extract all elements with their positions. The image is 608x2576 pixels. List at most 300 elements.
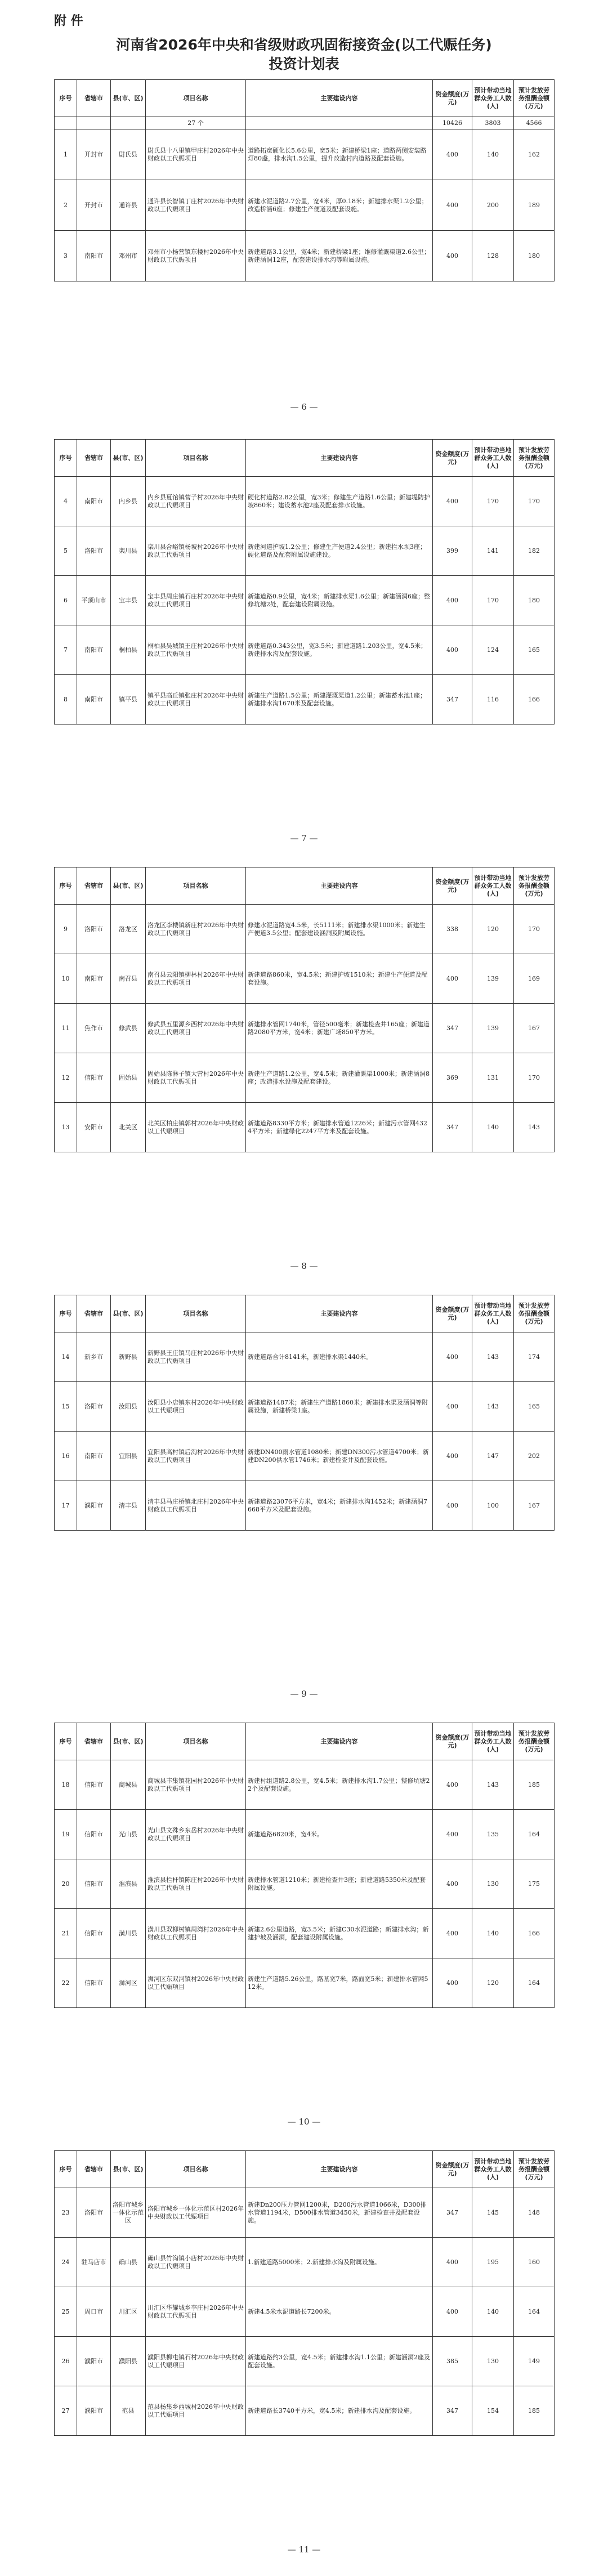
header-name: 项目名称 [146, 1295, 246, 1332]
row-pay: 164 [514, 1958, 555, 2008]
row-jobs: 140 [472, 2287, 514, 2337]
row-city: 开封市 [77, 180, 111, 231]
table-row [55, 954, 555, 1004]
row-seq: 21 [55, 1909, 77, 1958]
row-pay: 189 [514, 180, 555, 231]
row-jobs: 154 [472, 2386, 514, 2436]
row-pay: 167 [514, 1481, 555, 1531]
total-cell-empty [77, 117, 111, 129]
row-project-name: 濮阳县柳屯镇石村2026年中央财政以工代赈项目 [146, 2337, 246, 2386]
row-content: 修建水泥道路宽4.5米，长5111米；新建排水渠1000米；新建生产便道3.5公里；配套建设涵洞及附属设施。 [246, 905, 433, 954]
row-funds: 400 [433, 1958, 472, 2008]
row-jobs: 195 [472, 2238, 514, 2287]
row-project-name: 商城县丰集镇花园村2026年中央财政以工代赈项目 [146, 1760, 246, 1810]
row-content: 新建道路8330平方米；新建排水管道1226米；新建污水管网4324平方米；新建绿化2247平方米及配套设施。 [246, 1103, 433, 1152]
page-number: — 10 — [287, 2117, 321, 2127]
header-city: 省辖市 [77, 1295, 111, 1332]
total-label: 27 个 [146, 117, 246, 129]
row-seq: 18 [55, 1760, 77, 1810]
row-jobs: 131 [472, 1053, 514, 1103]
header-seq: 序号 [55, 867, 77, 905]
row-project-name: 北关区柏庄镇郭村2026年中央财政以工代赈项目 [146, 1103, 246, 1152]
row-city: 洛阳市 [77, 2188, 111, 2238]
row-funds: 347 [433, 675, 472, 724]
row-pay: 166 [514, 1909, 555, 1958]
page-number: — 11 — [287, 2544, 321, 2555]
row-county: 濮阳县 [111, 2337, 146, 2386]
row-city: 信阳市 [77, 1760, 111, 1810]
table-row [55, 129, 555, 180]
row-pay: 148 [514, 2188, 555, 2238]
row-project-name: 光山县文殊乡东岳村2026年中央财政以工代赈项目 [146, 1810, 246, 1859]
row-seq: 5 [55, 526, 77, 576]
row-city: 信阳市 [77, 1909, 111, 1958]
row-content: 新建道路0.343公里，宽3.5米；新建道路1.203公里，宽4.5米；新建排水沟及配套设施。 [246, 625, 433, 675]
header-jobs: 预计带动当地群众务工人数(人) [472, 2151, 514, 2188]
row-pay: 143 [514, 1103, 555, 1152]
row-pay: 174 [514, 1332, 555, 1382]
row-jobs: 140 [472, 129, 514, 180]
row-pay: 165 [514, 1382, 555, 1432]
row-jobs: 139 [472, 1004, 514, 1053]
row-jobs: 170 [472, 576, 514, 625]
row-funds: 400 [433, 576, 472, 625]
row-city: 南阳市 [77, 477, 111, 526]
row-project-name: 南召县云阳镇柳林村2026年中央财政以工代赈项目 [146, 954, 246, 1004]
table-row [55, 1859, 555, 1909]
row-project-name: 固始县陈淋子镇大营村2026年中央财政以工代赈项目 [146, 1053, 246, 1103]
row-pay: 165 [514, 625, 555, 675]
row-county: 确山县 [111, 2238, 146, 2287]
row-seq: 27 [55, 2386, 77, 2436]
row-jobs: 120 [472, 905, 514, 954]
header-city: 省辖市 [77, 2151, 111, 2188]
row-county: 商城县 [111, 1760, 146, 1810]
row-city: 洛阳市 [77, 905, 111, 954]
row-content: 新建道路合计8141米，新建排水渠1440米。 [246, 1332, 433, 1382]
row-project-name: 汝阳县小店镇东村2026年中央财政以工代赈项目 [146, 1382, 246, 1432]
row-jobs: 140 [472, 1103, 514, 1152]
table-header-row [55, 440, 555, 477]
row-jobs: 147 [472, 1432, 514, 1481]
row-pay: 167 [514, 1004, 555, 1053]
row-city: 南阳市 [77, 231, 111, 281]
row-city: 洛阳市 [77, 1382, 111, 1432]
header-pay: 预计发放劳务报酬金额(万元) [514, 1723, 555, 1760]
row-content: 新建DN400雨水管道1080米；新建DN300污水管道4700米；新建DN200供水管1746米；新建检查井及配套设施。 [246, 1432, 433, 1481]
table-row [55, 1909, 555, 1958]
row-content: 新建2.6公里道路，宽3.5米；新建C30水泥道路；新建排水沟；新建护坡及涵洞，配套建设附属设施。 [246, 1909, 433, 1958]
table-header-row [55, 80, 555, 117]
row-content: 道路拓宽硬化长5.6公里，宽5米；新建桥梁1座；道路两侧安装路灯80盏，排水沟1.5公里，提升改造村内道路及配套设施。 [246, 129, 433, 180]
row-funds: 400 [433, 1481, 472, 1531]
header-county: 县(市、区) [111, 80, 146, 117]
table-row [55, 625, 555, 675]
header-name: 项目名称 [146, 1723, 246, 1760]
header-name: 项目名称 [146, 867, 246, 905]
row-jobs: 200 [472, 180, 514, 231]
row-county: 栾川县 [111, 526, 146, 576]
header-funds: 资金额度(万元) [433, 440, 472, 477]
row-project-name: 桐柏县吴城镇王庄村2026年中央财政以工代赈项目 [146, 625, 246, 675]
row-funds: 347 [433, 1004, 472, 1053]
row-pay: 160 [514, 2238, 555, 2287]
row-jobs: 143 [472, 1382, 514, 1432]
table-row [55, 1332, 555, 1382]
row-seq: 25 [55, 2287, 77, 2337]
row-pay: 185 [514, 2386, 555, 2436]
row-county: 光山县 [111, 1810, 146, 1859]
row-content: 新建道路长3740平方米，宽4.5米；新建排水沟及配套设施。 [246, 2386, 433, 2436]
row-funds: 347 [433, 1103, 472, 1152]
row-funds: 347 [433, 2386, 472, 2436]
row-pay: 162 [514, 129, 555, 180]
investment-plan-table [54, 439, 555, 724]
header-funds: 资金额度(万元) [433, 1723, 472, 1760]
table-header-row [55, 867, 555, 905]
row-funds: 347 [433, 2188, 472, 2238]
row-funds: 400 [433, 1810, 472, 1859]
header-seq: 序号 [55, 2151, 77, 2188]
row-funds: 400 [433, 231, 472, 281]
row-project-name: 洛阳市城乡一体化示范区村2026年中央财政以工代赈项目 [146, 2188, 246, 2238]
row-city: 南阳市 [77, 1432, 111, 1481]
investment-plan-table [54, 79, 555, 281]
row-funds: 369 [433, 1053, 472, 1103]
row-project-name: 宜阳县高村镇后沟村2026年中央财政以工代赈项目 [146, 1432, 246, 1481]
attachment-label: 附 件 [54, 14, 83, 28]
row-county: 固始县 [111, 1053, 146, 1103]
table-row [55, 1382, 555, 1432]
total-cell-empty [55, 117, 77, 129]
row-jobs: 139 [472, 954, 514, 1004]
row-content: 新建生产道路1.5公里；新建灌溉渠道1.2公里；新建蓄水池1座；新建排水沟1670米及配套设施。 [246, 675, 433, 724]
total-row [55, 117, 555, 129]
row-city: 濮阳市 [77, 2386, 111, 2436]
header-city: 省辖市 [77, 1723, 111, 1760]
header-funds: 资金额度(万元) [433, 1295, 472, 1332]
row-jobs: 116 [472, 675, 514, 724]
header-jobs: 预计带动当地群众务工人数(人) [472, 867, 514, 905]
table-row [55, 905, 555, 954]
row-seq: 16 [55, 1432, 77, 1481]
row-county: 汝阳县 [111, 1382, 146, 1432]
row-project-name: 修武县五里源乡西村2026年中央财政以工代赈项目 [146, 1004, 246, 1053]
table-row [55, 1481, 555, 1531]
table-row [55, 1103, 555, 1152]
row-project-name: 洛龙区李楼镇新庄村2026年中央财政以工代赈项目 [146, 905, 246, 954]
header-content: 主要建设内容 [246, 2151, 433, 2188]
row-jobs: 170 [472, 477, 514, 526]
row-content: 新建道路0.9公里，宽4米；新建排水渠1.6公里；新建涵洞6座；整修坑塘2处，配套建设附属设施。 [246, 576, 433, 625]
row-seq: 15 [55, 1382, 77, 1432]
row-funds: 400 [433, 129, 472, 180]
table-row [55, 675, 555, 724]
row-seq: 12 [55, 1053, 77, 1103]
row-funds: 400 [433, 1760, 472, 1810]
row-funds: 400 [433, 625, 472, 675]
table-row [55, 1432, 555, 1481]
header-seq: 序号 [55, 1723, 77, 1760]
row-city: 周口市 [77, 2287, 111, 2337]
row-funds: 400 [433, 2287, 472, 2337]
row-jobs: 143 [472, 1332, 514, 1382]
row-jobs: 145 [472, 2188, 514, 2238]
row-funds: 400 [433, 477, 472, 526]
row-content: 新建生产道路5.26公里，路基宽7米，路面宽5米；新建排水管网512米。 [246, 1958, 433, 2008]
document-title-line-1: 河南省2026年中央和省级财政巩固衔接资金(以工代赈任务) [116, 37, 492, 53]
row-county: 通许县 [111, 180, 146, 231]
row-county: 南召县 [111, 954, 146, 1004]
header-content: 主要建设内容 [246, 867, 433, 905]
row-funds: 400 [433, 180, 472, 231]
row-jobs: 130 [472, 1859, 514, 1909]
row-seq: 4 [55, 477, 77, 526]
row-seq: 20 [55, 1859, 77, 1909]
row-pay: 166 [514, 675, 555, 724]
row-county: 尉氏县 [111, 129, 146, 180]
row-project-name: 确山县竹沟镇小店村2026年中央财政以工代赈项目 [146, 2238, 246, 2287]
header-name: 项目名称 [146, 80, 246, 117]
header-content: 主要建设内容 [246, 440, 433, 477]
total-cell-empty [246, 117, 433, 129]
document-page [0, 2145, 608, 2436]
table-row [55, 2337, 555, 2386]
table-row [55, 180, 555, 231]
row-city: 信阳市 [77, 1810, 111, 1859]
row-project-name: 尉氏县十八里镇甲庄村2026年中央财政以工代赈项目 [146, 129, 246, 180]
row-city: 信阳市 [77, 1053, 111, 1103]
row-project-name: 通许县长智镇丁庄村2026年中央财政以工代赈项目 [146, 180, 246, 231]
total-cell-empty [111, 117, 146, 129]
row-project-name: 内乡县夏馆镇营子村2026年中央财政以工代赈项目 [146, 477, 246, 526]
table-row [55, 526, 555, 576]
row-content: 新建道路1487米；新建生产道路1860米；新建排水渠及涵洞等附属设施，新建桥梁1座。 [246, 1382, 433, 1432]
row-city: 南阳市 [77, 625, 111, 675]
row-seq: 19 [55, 1810, 77, 1859]
row-city: 南阳市 [77, 675, 111, 724]
header-pay: 预计发放劳务报酬金额(万元) [514, 867, 555, 905]
row-jobs: 143 [472, 1760, 514, 1810]
page-number: — 7 — [290, 833, 318, 843]
row-seq: 13 [55, 1103, 77, 1152]
row-project-name: 清丰县马庄桥镇北庄村2026年中央财政以工代赈项目 [146, 1481, 246, 1531]
header-city: 省辖市 [77, 440, 111, 477]
header-county: 县(市、区) [111, 1295, 146, 1332]
table-row [55, 576, 555, 625]
row-seq: 11 [55, 1004, 77, 1053]
row-city: 平顶山市 [77, 576, 111, 625]
row-funds: 400 [433, 1332, 472, 1382]
row-project-name: 川汇区华耀城乡李庄村2026年中央财政以工代赈项目 [146, 2287, 246, 2337]
investment-plan-table [54, 2150, 555, 2436]
row-project-name: 邓州市小杨营镇东楼村2026年中央财政以工代赈项目 [146, 231, 246, 281]
table-header-row [55, 1723, 555, 1760]
row-seq: 8 [55, 675, 77, 724]
row-project-name: 淮滨县栏杆镇陈庄村2026年中央财政以工代赈项目 [146, 1859, 246, 1909]
row-seq: 10 [55, 954, 77, 1004]
row-funds: 400 [433, 954, 472, 1004]
table-header-row [55, 2151, 555, 2188]
header-jobs: 预计带动当地群众务工人数(人) [472, 80, 514, 117]
row-city: 南阳市 [77, 954, 111, 1004]
row-county: 宝丰县 [111, 576, 146, 625]
header-funds: 资金额度(万元) [433, 867, 472, 905]
row-funds: 399 [433, 526, 472, 576]
page-number: — 6 — [290, 402, 318, 412]
row-project-name: 栾川县合峪镇杨坡村2026年中央财政以工代赈项目 [146, 526, 246, 576]
row-county: 邓州市 [111, 231, 146, 281]
row-county: 潢川县 [111, 1909, 146, 1958]
header-content: 主要建设内容 [246, 1723, 433, 1760]
header-jobs: 预计带动当地群众务工人数(人) [472, 1723, 514, 1760]
row-content: 新建4.5米水泥道路长7200米。 [246, 2287, 433, 2337]
table-row [55, 2386, 555, 2436]
document-title-line-2: 投资计划表 [269, 56, 339, 72]
header-jobs: 预计带动当地群众务工人数(人) [472, 1295, 514, 1332]
row-content: 硬化村道路2.82公里，宽3米；修建生产道路1.6公里；新建堤防护坡860米；建设蓄水池2座及配套排水设施。 [246, 477, 433, 526]
header-seq: 序号 [55, 440, 77, 477]
page-number: — 8 — [290, 1261, 318, 1271]
header-content: 主要建设内容 [246, 1295, 433, 1332]
table-row [55, 2287, 555, 2337]
row-pay: 164 [514, 1810, 555, 1859]
row-county: 北关区 [111, 1103, 146, 1152]
table-row [55, 1053, 555, 1103]
page-number: — 9 — [290, 1689, 318, 1699]
header-name: 项目名称 [146, 440, 246, 477]
row-city: 焦作市 [77, 1004, 111, 1053]
row-seq: 7 [55, 625, 77, 675]
header-county: 县(市、区) [111, 867, 146, 905]
row-pay: 180 [514, 576, 555, 625]
header-pay: 预计发放劳务报酬金额(万元) [514, 2151, 555, 2188]
table-row [55, 2188, 555, 2238]
row-city: 信阳市 [77, 1958, 111, 2008]
table-header-row [55, 1295, 555, 1332]
row-city: 安阳市 [77, 1103, 111, 1152]
header-funds: 资金额度(万元) [433, 2151, 472, 2188]
table-row [55, 1810, 555, 1859]
row-content: 新建排水管道1210米；新建检查井3座；新建道路5350米及配套附属设施。 [246, 1859, 433, 1909]
header-pay: 预计发放劳务报酬金额(万元) [514, 440, 555, 477]
row-project-name: 宝丰县周庄镇石庄村2026年中央财政以工代赈项目 [146, 576, 246, 625]
row-seq: 23 [55, 2188, 77, 2238]
document-page [0, 1717, 608, 2008]
row-funds: 400 [433, 1909, 472, 1958]
header-name: 项目名称 [146, 2151, 246, 2188]
row-seq: 24 [55, 2238, 77, 2287]
row-pay: 180 [514, 231, 555, 281]
total-jobs: 3803 [472, 117, 514, 129]
total-funds: 10426 [433, 117, 472, 129]
table-row [55, 231, 555, 281]
row-seq: 1 [55, 129, 77, 180]
row-pay: 149 [514, 2337, 555, 2386]
row-content: 新建Dn200压力管网1200米，D200污水管道1066米，D300排水管道1194米，D500排水管道3450米，新建检查井及配套设施。 [246, 2188, 433, 2238]
row-seq: 14 [55, 1332, 77, 1382]
row-pay: 175 [514, 1859, 555, 1909]
row-pay: 202 [514, 1432, 555, 1481]
row-county: 新野县 [111, 1332, 146, 1382]
row-county: 川汇区 [111, 2287, 146, 2337]
investment-plan-table [54, 1295, 555, 1531]
row-jobs: 140 [472, 1909, 514, 1958]
row-content: 新建道路约3公里，宽4.5米；新建排水沟1.1公里；新建涵洞2座及配套设施。 [246, 2337, 433, 2386]
row-county: 浉河区 [111, 1958, 146, 2008]
document-page [0, 1289, 608, 1531]
row-jobs: 130 [472, 2337, 514, 2386]
row-county: 洛龙区 [111, 905, 146, 954]
row-project-name: 潢川县双柳树镇周湾村2026年中央财政以工代赈项目 [146, 1909, 246, 1958]
row-project-name: 浉河区东双河镇村2026年中央财政以工代赈项目 [146, 1958, 246, 2008]
row-county: 镇平县 [111, 675, 146, 724]
row-funds: 385 [433, 2337, 472, 2386]
table-row [55, 1760, 555, 1810]
row-pay: 185 [514, 1760, 555, 1810]
header-county: 县(市、区) [111, 2151, 146, 2188]
row-seq: 17 [55, 1481, 77, 1531]
row-seq: 6 [55, 576, 77, 625]
table-row [55, 477, 555, 526]
row-jobs: 120 [472, 1958, 514, 2008]
row-content: 新建水泥道路2.7公里，宽4米，厚0.18米；新建排水渠1.2公里；改造桥涵6座；修建生产便道及配套设施。 [246, 180, 433, 231]
row-seq: 9 [55, 905, 77, 954]
row-content: 新建道路3.1公里，宽4米；新建桥梁1座；维修灌溉渠道2.6公里；新建涵洞12座，配套建设排水沟等附属设施。 [246, 231, 433, 281]
row-jobs: 135 [472, 1810, 514, 1859]
row-funds: 400 [433, 2238, 472, 2287]
row-county: 清丰县 [111, 1481, 146, 1531]
row-funds: 400 [433, 1382, 472, 1432]
row-pay: 170 [514, 477, 555, 526]
row-content: 新建河道护坡1.2公里；修建生产便道2.4公里；新建拦水坝3座；硬化道路及配套附属设施建设。 [246, 526, 433, 576]
row-content: 新建排水管网1740米，管径500毫米；新建检查井165座；新建道路2080平方米，宽4米；新建广场850平方米。 [246, 1004, 433, 1053]
row-city: 濮阳市 [77, 2337, 111, 2386]
row-funds: 338 [433, 905, 472, 954]
row-pay: 182 [514, 526, 555, 576]
header-jobs: 预计带动当地群众务工人数(人) [472, 440, 514, 477]
row-jobs: 141 [472, 526, 514, 576]
header-seq: 序号 [55, 80, 77, 117]
row-city: 濮阳市 [77, 1481, 111, 1531]
row-city: 新乡市 [77, 1332, 111, 1382]
row-jobs: 128 [472, 231, 514, 281]
row-county: 淮滨县 [111, 1859, 146, 1909]
header-pay: 预计发放劳务报酬金额(万元) [514, 80, 555, 117]
row-seq: 26 [55, 2337, 77, 2386]
row-content: 1.新建道路5000米；2.新建排水沟及附属设施。 [246, 2238, 433, 2287]
investment-plan-table [54, 867, 555, 1152]
row-pay: 164 [514, 2287, 555, 2337]
row-pay: 170 [514, 905, 555, 954]
row-county: 内乡县 [111, 477, 146, 526]
total-pay: 4566 [514, 117, 555, 129]
document-page [0, 433, 608, 724]
header-county: 县(市、区) [111, 440, 146, 477]
row-county: 洛阳市城乡一体化示范区 [111, 2188, 146, 2238]
row-county: 修武县 [111, 1004, 146, 1053]
investment-plan-table [54, 1723, 555, 2008]
row-city: 开封市 [77, 129, 111, 180]
header-city: 省辖市 [77, 867, 111, 905]
table-row [55, 2238, 555, 2287]
row-seq: 22 [55, 1958, 77, 2008]
table-row [55, 1004, 555, 1053]
document-page [0, 11, 608, 281]
table-row [55, 1958, 555, 2008]
header-city: 省辖市 [77, 80, 111, 117]
document-page [0, 861, 608, 1152]
